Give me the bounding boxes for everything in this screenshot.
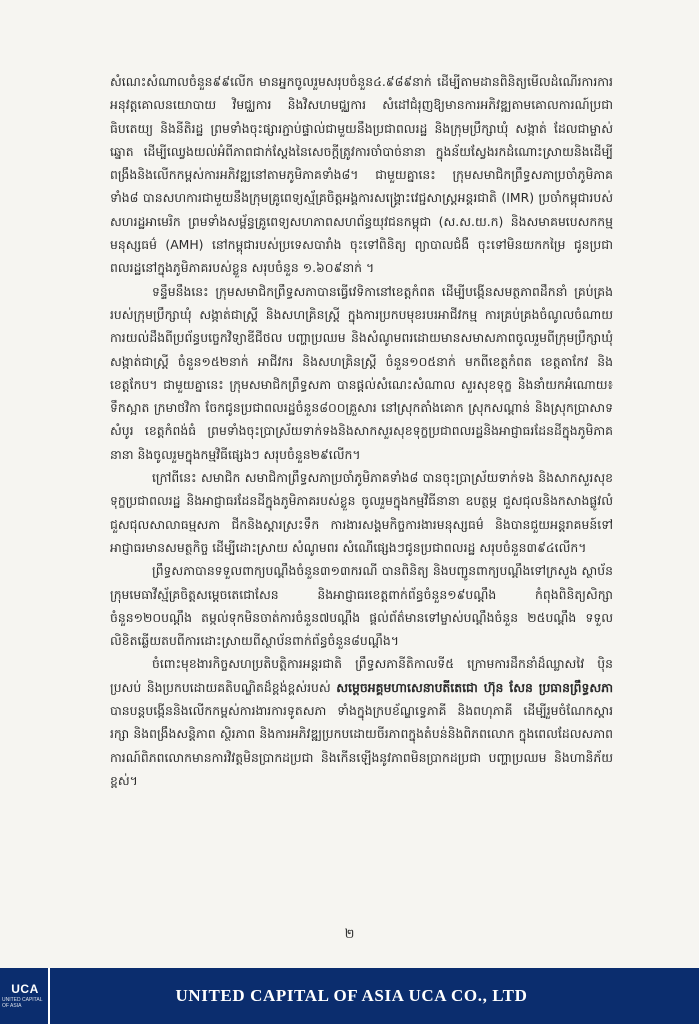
logo-subtext: UNITED CAPITAL OF ASIA [2,997,43,1009]
paragraph-5-bold: សម្តេចអគ្គមហាសេនាបតីតេជោ ហ៊ុន សែន ប្រធានព្រឹទ្ធសភា [336,679,613,695]
paragraph-5 [110,652,613,792]
company-name: UNITED CAPITAL OF ASIA UCA CO., LTD [175,986,528,1005]
page-number: ២ [344,927,355,942]
paragraph-1: សំណេះសំណាលចំនួន៩៩លើក មានអ្នកចូលរួមសរុបចំនួន៤.៩៨៩នាក់ ដើម្បីតាមដានពិនិត្យមើលដំណើរការការអនុវត្តគោលនយោបាយ វិមជ្ឈការ និងវិសហមជ្ឈការ សំដៅជំរុញឱ្យមានការអភិវឌ្ឍតាមគោលការណ៍ប្រជាធិបតេយ្យ និងនីតិរដ្ឋ ព្រមទាំងចុះផ្សារភ្ជាប់ផ្ទាល់ជាមួយនឹងប្រជាពលរដ្ឋ និងក្រុមប្រឹក្សាឃុំ សង្កាត់ ដែលជាម្ចាស់ឆ្នោត ដើម្បីឈ្វេងយល់អំពីភាពជាក់ស្តែងនៃសេចក្តីត្រូវការចាំបាច់នានា ក្នុងន័យស្វែងរកដំណោះស្រាយនិងដើម្បីពង្រឹងនិងលើកកម្ពស់ការអភិវឌ្ឍនៅតាមភូមិភាគទាំង៨។ ជាមួយគ្នានេះ ក្រុមសមាជិកព្រឹទ្ធសភាប្រចាំភូមិភាគទាំង៨ បានសហការជាមួយនឹងក្រុមគ្រូពេទ្យស្ម័គ្រចិត្តអង្គការសង្គ្រោះវេជ្ជសាស្ត្រអន្តរជាតិ (IMR) ប្រចាំកម្ពុជារបស់សហរដ្ឋអាមេរិក ព្រមទាំងសម្ព័ន្ធគ្រូពេទ្យសហភាពសហព័ន្ធយុវជនកម្ពុជា (ស.ស.យ.ក) និងសមាគមបេសកកម្មមនុស្សធម៌ (AMH) នៅកម្ពុជារបស់ប្រទេសបារាំង ចុះទៅពិនិត្យ ព្យាបាលជំងឺ ចុះទៅមិនយកកម្រៃ ជូនប្រជាពលរដ្ឋនៅក្នុងភូមិភាគរបស់ខ្លួន សរុបចំនួន ១.៦០៩នាក់ ។ [110,74,613,276]
paragraph-3: ក្រៅពីនេះ សមាជិក សមាជិកាព្រឹទ្ធសភាប្រចាំភូមិភាគទាំង៨ បានចុះប្រាស្រ័យទាក់ទង និងសាកសួរសុខទុក្ខប្រជាពលរដ្ឋ និងអាជ្ញាធរដែនដីក្នុងភូមិភាគរបស់ខ្លួន ចូលរួមក្នុងកម្មវិធីនានា ឧបត្ថម្ភ ជួសជុលនិងកសាងផ្លូវលំ ជួសជុលសាលាធម្មសភា ជីកនិងស្តារស្រះទឹក ការងារសង្គមកិច្ចការងារមនុស្សធម៌ និងបានជួយអន្តរាគមន៍ទៅអាជ្ញាធរមានសមត្ថកិច្ច ដើម្បីដោះស្រាយ សំណូមពរ សំណើផ្សេងៗជូនប្រជាពលរដ្ឋ សរុបចំនួន៣៩៤លើក។ [110,470,613,555]
body-text [110,70,613,792]
paragraph-5-text: ចំពោះមុខងារកិច្ចសហប្រតិបត្តិការអន្តរជាតិ ព្រឹទ្ធសភានីតិកាលទី៥ ក្រោមការដឹកនាំដ៏ឈ្លាសវៃ ប៉ិនប្រសប់ និងប្រកបដោយគតិបណ្ឌិតដ៏ខ្ពង់ខ្ពស់របស់ [110,656,613,695]
footer-bar [0,968,699,1024]
paragraph-2: ទន្ទឹមនឹងនេះ ក្រុមសមាជិកព្រឹទ្ធសភាបានធ្វើវេទិកានៅខេត្តកំពត ដើម្បីបង្កើនសមត្ថភាពដឹកនាំ គ្រប់គ្រងរបស់ក្រុមប្រឹក្សាឃុំ សង្កាត់ជាស្ត្រី និងសហគ្រិនស្ត្រី ក្នុងការប្រកបមុខរបរអាជីវកម្ម ការគ្រប់គ្រងចំណូលចំណាយ ការយល់ដឹងពីប្រព័ន្ធបច្ចេកវិទ្យាឌីជីថល បញ្ហាប្រឈម និងសំណូមពរដោយមានសមាសភាពចូលរួមពីក្រុមប្រឹក្សាឃុំ សង្កាត់ជាស្ត្រី ចំនួន១៥២នាក់ អាជីវករ និងសហគ្រិនស្ត្រី ចំនួន១០៥នាក់ មកពីខេត្តកំពត ខេត្តតាកែវ និងខេត្តកែប។ ជាមួយគ្នានេះ ក្រុមសមាជិកព្រឹទ្ធសភា បានផ្តល់សំណេះសំណាល សួរសុខទុក្ខ និងនាំយកអំណោយ៖ ទឹកស្អាត ក្រមាថវិកា ចែកជូនប្រជាពលរដ្ឋចំនួន៨០០គ្រួសារ នៅស្រុកតាំងគោក ស្រុកសណ្តាន់ និងស្រុកប្រាសាទសំបូរ ខេត្តកំពង់ធំ ព្រមទាំងចុះប្រាស្រ័យទាក់ទងនិងសាកសួរសុខទុក្ខប្រជាពលរដ្ឋនិងអាជ្ញាធរដែនដីក្នុងភូមិភាគនានា និងចូលរួមក្នុងកម្មវិធីផ្សេងៗ សរុបចំនួន២៩លើក។ [110,283,613,462]
logo-mark: UCA [11,982,39,996]
paragraph-5-text-after: បានបន្តបង្កើននិងលើកកម្ពស់ការងារការទូតសភា ទាំងក្នុងក្របខ័ណ្ឌទ្វេភាគី និងពហុភាគី ដើម្បីរួមចំណែកស្តារ រក្សា និងពង្រឹងសន្តិភាព ស្ថិរភាព និងការអភិវឌ្ឍប្រកបដោយចីរភាពក្នុងតំបន់និងពិភពលោក ក្នុងពេលដែលសភាពការណ៍ពិភពលោកមានការវិវត្តមិនប្រាកដប្រជា និងកើនឡើងនូវភាពមិនប្រាកដប្រជា បញ្ហាប្រឈម និងហានិភ័យខ្ពស់។ [110,703,613,788]
uca-logo [2,968,50,1024]
paragraph-4: ព្រឹទ្ធសភាបានទទួលពាក្យបណ្តឹងចំនួន៣១៣ករណី បានពិនិត្យ និងបញ្ជូនពាក្យបណ្តឹងទៅក្រសួង ស្ថាប័ន ក្រុមមេធាវីស្ម័គ្រចិត្តសម្តេចតេជោសែន និងអាជ្ញាធរខេត្តពាក់ព័ន្ធចំនួន១៩បណ្តឹង កំពុងពិនិត្យសិក្សាចំនួន១២០បណ្តឹង តម្កល់ទុកមិនចាត់ការចំនួន៧បណ្តឹង ផ្តល់ព័ត៌មានទៅម្ចាស់បណ្តឹងចំនួន ២៥បណ្តឹង ទទួលលិខិតឆ្លើយតបពីការដោះស្រាយពីស្ថាប័នពាក់ព័ន្ធចំនួន៨បណ្តឹង។ [110,563,613,649]
